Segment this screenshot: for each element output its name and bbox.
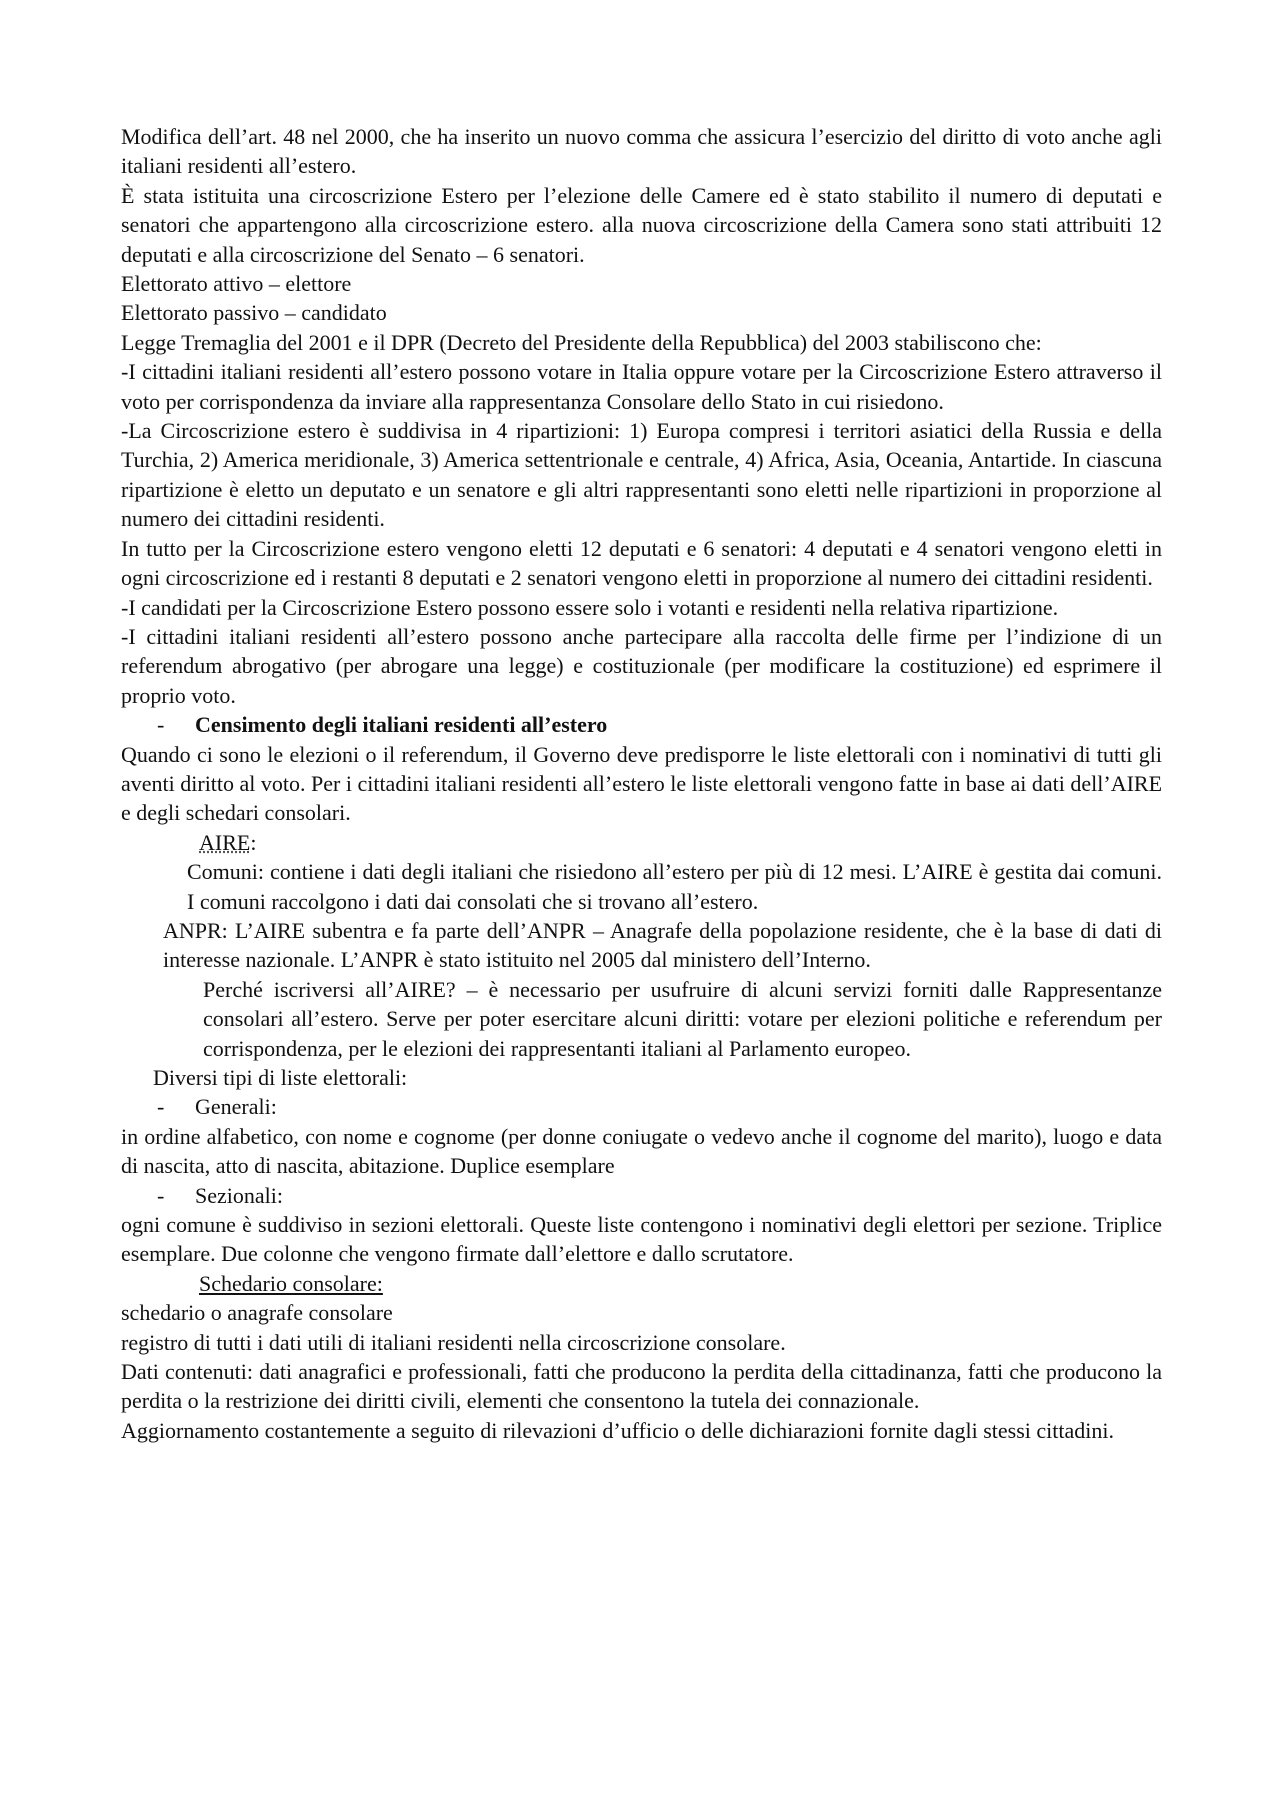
paragraph-sezionali: ogni comune è suddiviso in sezioni elettorali. Queste liste contengono i nominativi degli elettori per sezione. Triplice esemplare. Due colonne che vengono firmate dall’elettore e dallo scrutatore. (121, 1212, 1162, 1267)
schedario-label: Schedario consolare: (199, 1270, 383, 1296)
paragraph-legge-tremaglia: Legge Tremaglia del 2001 e il DPR (Decreto del Presidente della Repubblica) del 2003 stabiliscono che: (121, 329, 1042, 355)
paragraph-candidati: -I candidati per la Circoscrizione Estero possono essere solo i votanti e residenti nella relativa ripartizione. (121, 594, 1059, 620)
list-item-generali (121, 1092, 1162, 1121)
paragraph-dati-contenuti: Dati contenuti: dati anagrafici e professionali, fatti che producono la perdita della cittadinanza, fatti che producono la perdita o la restrizione dei diritti civili, elementi che consentono la tutela dei connazionale. (121, 1359, 1162, 1414)
paragraph-ripartizioni: -La Circoscrizione estero è suddivisa in 4 ripartizioni: 1) Europa compresi i territori asiatici della Russia e della Turchia, 2) America meridionale, 3) America settentrionale e centrale, 4) Africa, Asia, Oceania, Antartide. In ciascuna ripartizione è eletto un deputato e un senatore e gli altri rappresentanti sono eletti nelle ripartizioni in proporzione al numero dei cittadini residenti. (121, 418, 1162, 532)
paragraph-anpr: ANPR: L’AIRE subentra e fa parte dell’ANPR – Anagrafe della popolazione residente, che è la base di dati di interesse nazionale. L’ANPR è stato istituito nel 2005 dal ministero dell’Interno. (163, 917, 1162, 973)
paragraph-elettorato-passivo: Elettorato passivo – candidato (121, 300, 387, 326)
paragraph-comuni: Comuni: contiene i dati degli italiani che risiedono all’estero per più di 12 mesi. L’AIRE è gestita dai comuni. I comuni raccolgono i dati dai consolati che si trovano all’estero. (187, 859, 1162, 914)
paragraph-modifica-art48: Modifica dell’art. 48 nel 2000, che ha inserito un nuovo comma che assicura l’esercizio del diritto di voto anche agli italiani residenti all’estero. (121, 124, 1162, 179)
paragraph-schedario-2: registro di tutti i dati utili di italiani residenti nella circoscrizione consolare. (121, 1329, 786, 1355)
paragraph-perche-aire: Perché iscriversi all’AIRE? – è necessario per usufruire di alcuni servizi forniti dalle Rappresentanze consolari all’estero. Serve per poter esercitare alcuni diritti: votare per elezioni politiche e referendum per corrispondenza, per le elezioni dei rappresentanti italiani al Parlamento europeo. (203, 976, 1162, 1061)
aire-label: AIRE (199, 829, 251, 855)
paragraph-elettorato-attivo: Elettorato attivo – elettore (121, 271, 352, 297)
paragraph-voto-corrispondenza: -I cittadini italiani residenti all’estero possono votare in Italia oppure votare per la Circoscrizione Estero attraverso il voto per corrispondenza da inviare alla rappresentanza Consolare dello Stato in cui risiedono. (121, 359, 1162, 414)
sezionali-bullet: - (157, 1182, 165, 1208)
paragraph-circoscrizione-estero: È stata istituita una circoscrizione Estero per l’elezione delle Camere ed è stato stabilito il numero di deputati e senatori che appartengono alla circoscrizione estero. alla nuova circoscrizione della Camera sono stati attribuiti 12 deputati e alla circoscrizione del Senato – 6 senatori. (121, 182, 1162, 267)
sezionali-label: Sezionali: (195, 1182, 283, 1208)
paragraph-aggiornamento: Aggiornamento costantemente a seguito di rilevazioni d’ufficio o delle dichiarazioni fornite dagli stessi cittadini. (121, 1417, 1114, 1443)
aire-colon: : (250, 829, 257, 855)
paragraph-generali: in ordine alfabetico, con nome e cognome (per donne coniugate o vedevo anche il cognome del marito), luogo e data di nascita, atto di nascita, abitazione. Duplice esemplare (121, 1123, 1162, 1179)
heading-text: Censimento degli italiani residenti all’estero (195, 712, 608, 738)
list-item-sezionali (121, 1181, 1162, 1210)
paragraph-schedario-1: schedario o anagrafe consolare (121, 1300, 393, 1326)
paragraph-referendum: -I cittadini italiani residenti all’estero possono anche partecipare alla raccolta delle firme per l’indizione di un referendum abrogativo (per abrogare una legge) e costituzionale (per modificare la costituzione) ed esprimere il proprio voto. (121, 623, 1162, 708)
paragraph-censimento: Quando ci sono le elezioni o il referendum, il Governo deve predisporre le liste elettorali con i nominativi di tutti gli aventi diritto al voto. Per i cittadini italiani residenti all’estero le liste elettorali vengono fatte in base ai dati dell’AIRE e degli schedari consolari. (121, 741, 1163, 826)
paragraph-liste-intro: Diversi tipi di liste elettorali: (153, 1065, 408, 1090)
heading-bullet: - (157, 712, 165, 738)
aire-label-line (121, 828, 1162, 857)
section-heading-censimento (121, 710, 1162, 739)
generali-bullet: - (157, 1094, 165, 1120)
paragraph-deputati-senatori: In tutto per la Circoscrizione estero vengono eletti 12 deputati e 6 senatori: 4 deputati e 4 senatori vengono eletti in ogni circoscrizione ed i restanti 8 deputati e 2 senatori vengono eletti in proporzione al numero dei cittadini residenti. (121, 535, 1162, 591)
generali-label: Generali: (195, 1094, 277, 1120)
schedario-label-line (121, 1269, 1162, 1298)
